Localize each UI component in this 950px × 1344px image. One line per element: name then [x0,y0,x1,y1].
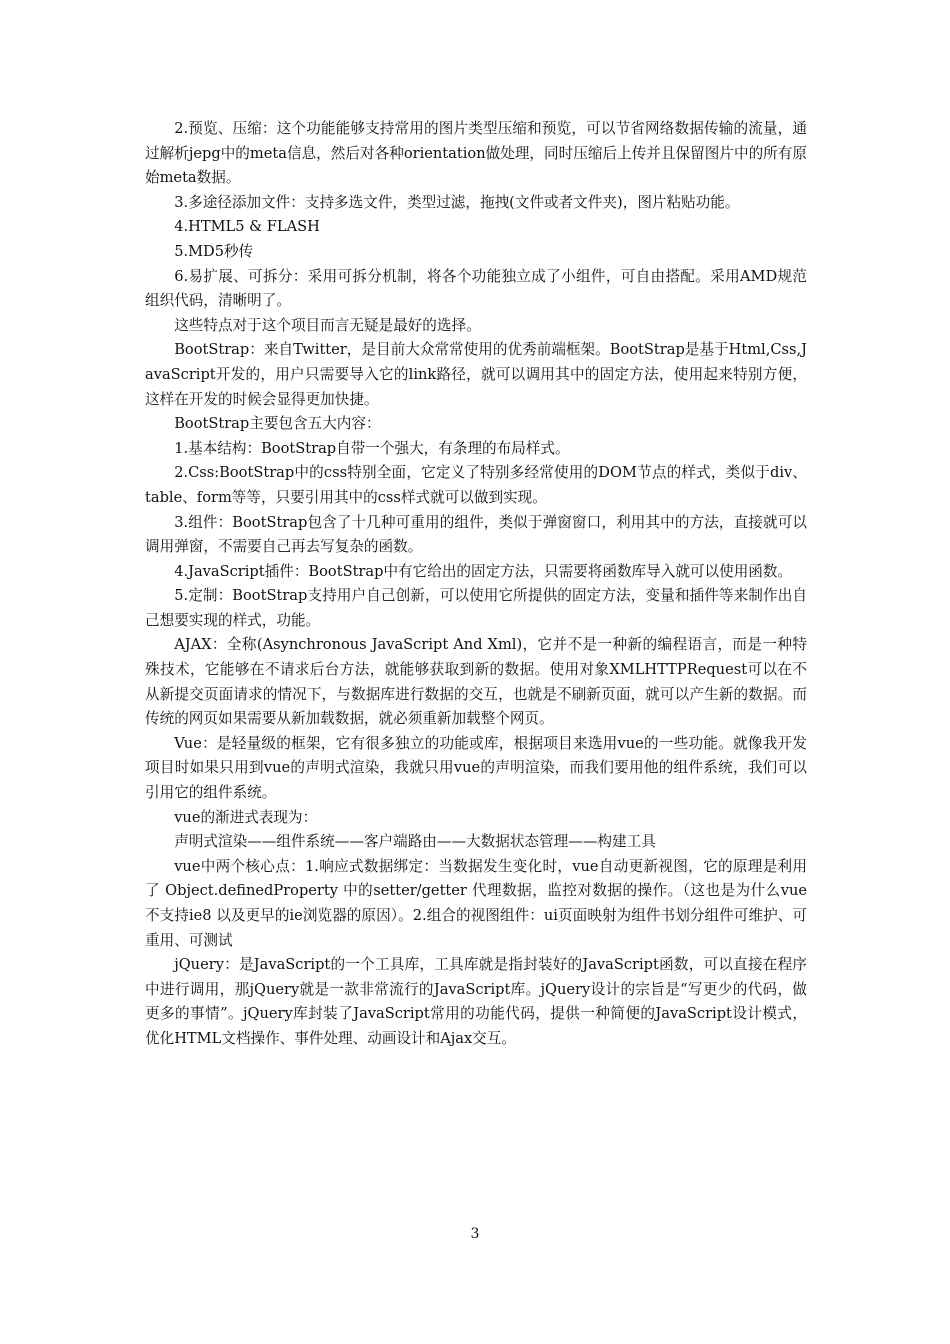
paragraph-html5-flash: 4.HTML5 & FLASH [174,218,320,236]
paragraph-extensible: 6.易扩展、可拆分：采用可拆分机制，将各个功能独立成了小组件，可自由搭配。采用AMD规范组织代码，清晰明了。 [145,267,807,310]
paragraph-bootstrap-contents: BootStrap主要包含五大内容： [174,415,381,433]
paragraph-bootstrap-structure: 1.基本结构：BootStrap自带一个强大，有条理的布局样式。 [174,439,570,457]
paragraph-jquery: jQuery：是JavaScript的一个工具库，工具库就是指封装好的JavaScript函数，可以直接在程序中进行调用，那jQuery就是一款非常流行的JavaScript库。jQuery设计的宗旨是“写更少的代码，做更多的事情”。jQuery库封装了JavaScript常用的功能代码，提供一种简便的JavaScript设计模式，优化HTML文档操作、事件处理、动画设计和Ajax交互。 [145,956,807,1047]
paragraph-bootstrap-components: 3.组件：BootStrap包含了十几种可重用的组件，类似于弹窗窗口，利用其中的方法，直接就可以调用弹窗，不需要自己再去写复杂的函数。 [145,513,807,556]
paragraph-best-choice: 这些特点对于这个项目而言无疑是最好的选择。 [174,316,481,334]
paragraph-bootstrap-customize: 5.定制：BootStrap支持用户自己创新，可以使用它所提供的固定方法，变量和插件等来制作出自己想要实现的样式，功能。 [145,587,807,629]
paragraph-vue-progressive: vue的渐进式表现为： [174,808,318,826]
paragraph-multi-add-files: 3.多途径添加文件：支持多选文件，类型过滤，拖拽(文件或者文件夹)，图片粘贴功能。 [174,193,740,211]
paragraph-bootstrap-intro: BootStrap：来自Twitter，是目前大众常常使用的优秀前端框架。BootStrap是基于Html,Css,JavaScript开发的，用户只需要导入它的link路径，就可以调用其中的固定方法，使用起来特别方便，这样在开发的时候会显得更加快捷。 [145,341,807,408]
page-number: 3 [470,1226,480,1242]
body-text [145,117,807,1052]
paragraph-vue: Vue：是轻量级的框架，它有很多独立的功能或库，根据项目来选用vue的一些功能。就像我开发项目时如果只用到vue的声明式渲染，我就只用vue的声明渲染，而我们要用他的组件系统，我们可以引用它的组件系统。 [145,734,807,802]
paragraph-vue-core: vue中两个核心点：1.响应式数据绑定：当数据发生变化时，vue自动更新视图，它的原理是利用了 Object.definedProperty 中的setter/getter 代理数据，监控对数据的操作。（这也是为什么vue不支持ie8 以及更早的ie浏览器的原因）。2.组合的视图组件：ui页面映射为组件书划分组件可维护、可重用、可测试 [145,857,807,949]
paragraph-md5: 5.MD5秒传 [174,242,254,260]
paragraph-vue-chain: 声明式渲染——组件系统——客户端路由——大数据状态管理——构建工具 [174,833,656,851]
paragraph-preview-compress: 2.预览、压缩：这个功能能够支持常用的图片类型压缩和预览，可以节省网络数据传输的流量，通过解析jepg中的meta信息，然后对各种orientation做处理，同时压缩后上传并且保留图片中的所有原始meta数据。 [145,120,807,187]
paragraph-bootstrap-css: 2.Css:BootStrap中的css特别全面，它定义了特别多经常使用的DOM节点的样式，类似于div、table、form等等，只要引用其中的css样式就可以做到实现。 [145,464,807,506]
paragraph-bootstrap-js-plugins: 4.JavaScript插件：BootStrap中有它给出的固定方法，只需要将函数库导入就可以使用函数。 [174,562,793,580]
paragraph-ajax: AJAX：全称(Asynchronous JavaScript And Xml)，它并不是一种新的编程语言，而是一种特殊技术，它能够在不请求后台方法，就能够获取到新的数据。使用对象XMLHTTPRequest可以在不从新提交页面请求的情况下，与数据库进行数据的交互，也就是不刷新页面，就可以产生新的数据。而传统的网页如果需要从新加载数据，就必须重新加载整个网页。 [145,636,807,728]
